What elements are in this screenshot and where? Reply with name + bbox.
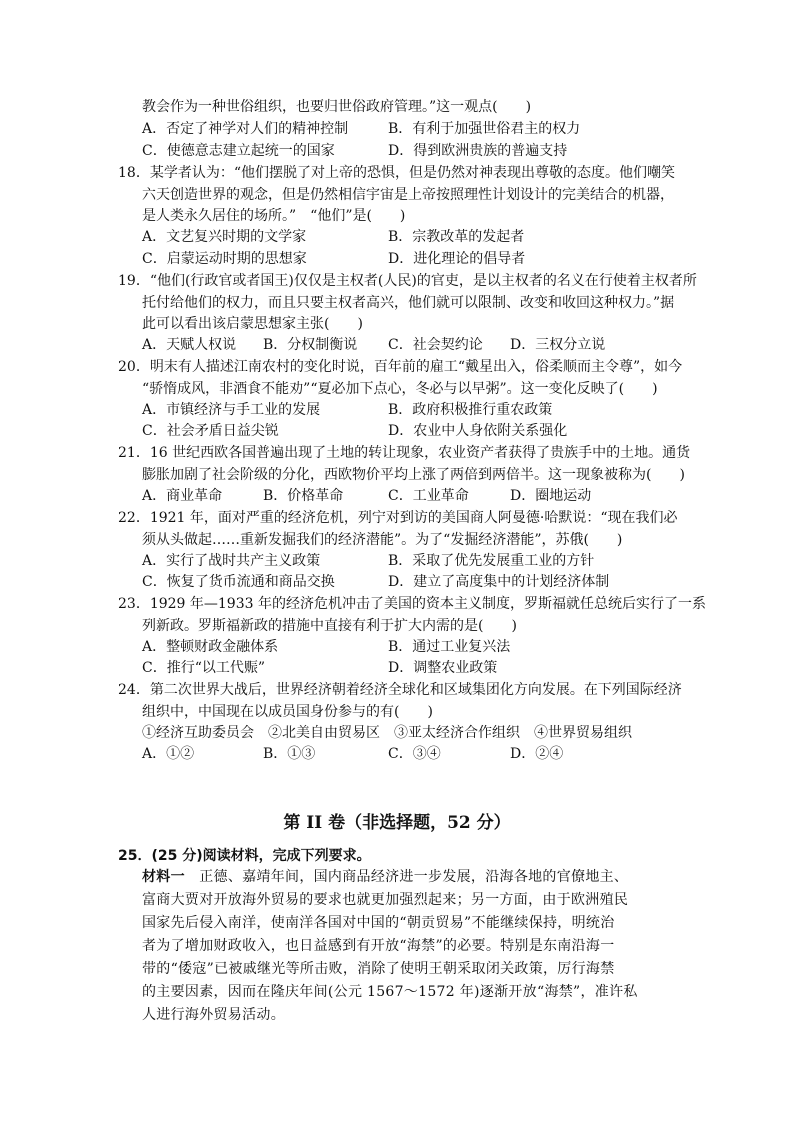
- q20-option-d: D．农业中人身依附关系强化: [388, 423, 568, 439]
- q20-option-b: B．政府积极推行重农政策: [388, 402, 553, 418]
- q25-material-line-7: 人进行海外贸易活动。: [142, 1007, 285, 1023]
- q22-option-d: D．建立了高度集中的计划经济体制: [388, 574, 610, 590]
- q18-option-b: B．宗教改革的发起者: [388, 229, 525, 245]
- q25-material-text-1: 正德、嘉靖年间，国内商品经济进一步发展，沿海各地的官僚地主、: [199, 869, 629, 885]
- q17-option-c: C．使德意志建立起统一的国家: [142, 143, 335, 159]
- q17-option-a: A．否定了神学对人们的精神控制: [142, 121, 349, 137]
- q21-stem-2: 膨胀加剧了社会阶级的分化，西欧物价平均上涨了两倍到两倍半。这一现象被称为( ): [142, 467, 685, 483]
- q18-stem-1: 18．某学者认为：“他们摆脱了对上帝的恐惧，但是仍然对神表现出尊敬的态度。他们嘲笑: [118, 165, 675, 181]
- q18-option-c: C．启蒙运动时期的思想家: [142, 251, 307, 267]
- q22-option-a: A．实行了战时共产主义政策: [142, 553, 321, 569]
- q24-stem-2: 组织中，中国现在以成员国身份参与的有( ): [142, 704, 433, 720]
- q21-option-b: B．价格革命: [263, 488, 344, 504]
- q25-header: 25．(25 分)阅读材料，完成下列要求。: [118, 848, 371, 864]
- q19-stem-3: 此可以看出该启蒙思想家主张( ): [142, 316, 363, 332]
- q18-stem-2: 六天创造世界的观念，但是仍然相信宇宙是上帝按照理性计划设计的完美结合的机器，: [142, 187, 674, 203]
- q24-option-c: C．③④: [388, 746, 441, 762]
- q19-option-c: C．社会契约论: [388, 337, 483, 353]
- q24-option-a: A．①②: [142, 746, 195, 762]
- q17-stem: 教会作为一种世俗组织，也要归世俗政府管理。”这一观点( ): [142, 99, 532, 115]
- q18-option-a: A．文艺复兴时期的文学家: [142, 229, 307, 245]
- q19-option-a: A．天赋人权说: [142, 337, 237, 353]
- q25-material-line-1: [142, 866, 628, 888]
- q23-stem-2: 列新政。罗斯福新政的措施中直接有利于扩大内需的是( ): [142, 618, 517, 634]
- q25-material-line-5: 带的“倭寇”已被戚继光等所击败，消除了使明王朝采取闭关政策，厉行海禁: [142, 961, 615, 977]
- q22-stem-1: 22．1921 年，面对严重的经济危机，列宁对到访的美国商人阿曼德·哈默说：“现在我们必: [118, 510, 678, 526]
- q20-option-a: A．市镇经济与手工业的发展: [142, 402, 321, 418]
- q23-option-d: D．调整农业政策: [388, 660, 498, 676]
- q23-option-a: A．整顿财政金融体系: [142, 639, 279, 655]
- q24-option-b: B．①③: [263, 746, 316, 762]
- q20-stem-2: “骄惰成风，非酒食不能劝”“夏必加下点心，冬必与以早粥”。这一变化反映了( ): [142, 381, 658, 397]
- q24-stem-1: 24．第二次世界大战后，世界经济朝着经济全球化和区域集团化方向发展。在下列国际经济: [118, 682, 682, 698]
- q22-stem-2: 须从头做起……重新发掘我们的经济潜能”。为了“发掘经济潜能”，苏俄( ): [142, 532, 623, 548]
- q24-option-d: D．②④: [510, 746, 564, 762]
- q19-stem-2: 托付给他们的权力，而且只要主权者高兴，他们就可以限制、改变和收回这种权力。”据: [142, 295, 675, 311]
- q18-option-d: D．进化理论的倡导者: [388, 251, 526, 267]
- q19-stem-1: 19．“他们(行政官或者国王)仅仅是主权者(人民)的官吏，是以主权者的名义在行使着主权者所: [118, 273, 697, 289]
- q25-material-label: 材料一: [142, 869, 185, 885]
- q20-stem-1: 20．明末有人描述江南农村的变化时说，百年前的雇工“戴星出入，俗柔顺而主令尊”，如今: [118, 359, 683, 375]
- q19-option-d: D．三权分立说: [510, 337, 606, 353]
- q25-material-line-3: 国家先后侵入南洋，使南洋各国对中国的“朝贡贸易”不能继续保持，明统治: [142, 915, 615, 931]
- q20-option-c: C．社会矛盾日益尖锐: [142, 423, 279, 439]
- q25-material-line-2: 富商大贾对开放海外贸易的要求也就更加强烈起来；另一方面，由于欧洲殖民: [142, 892, 629, 908]
- q23-option-b: B．通过工业复兴法: [388, 639, 511, 655]
- q25-material-line-4: 者为了增加财政收入，也日益感到有开放“海禁”的必要。特别是东南沿海一: [142, 938, 615, 954]
- section-2-title: 第 II 卷（非选择题，52 分）: [283, 813, 511, 833]
- q22-option-b: B．采取了优先发展重工业的方针: [388, 553, 595, 569]
- q21-option-a: A．商业革命: [142, 488, 223, 504]
- q24-stem-3: ①经济互助委员会 ②北美自由贸易区 ③亚太经济合作组织 ④世界贸易组织: [142, 725, 632, 741]
- q17-option-b: B．有利于加强世俗君主的权力: [388, 121, 581, 137]
- q23-option-c: C．推行“以工代赈”: [142, 660, 266, 676]
- q21-option-c: C．工业革命: [388, 488, 469, 504]
- q18-stem-3: 是人类永久居住的场所。” “他们”是( ): [142, 208, 406, 224]
- q21-stem-1: 21．16 世纪西欧各国普遍出现了土地的转让现象，农业资产者获得了贵族手中的土地。通货: [118, 445, 691, 461]
- q25-material-line-6: 的主要因素，因而在隆庆年间(公元 1567～1572 年)逐渐开放“海禁”，准许私: [142, 984, 638, 1000]
- q17-option-d: D．得到欧洲贵族的普遍支持: [388, 143, 568, 159]
- q21-option-d: D．圈地运动: [510, 488, 592, 504]
- q23-stem-1: 23．1929 年—1933 年的经济危机冲击了美国的资本主义制度，罗斯福就任总统后实行了一系: [118, 596, 706, 612]
- q22-option-c: C．恢复了货币流通和商品交换: [142, 574, 335, 590]
- q19-option-b: B．分权制衡说: [263, 337, 358, 353]
